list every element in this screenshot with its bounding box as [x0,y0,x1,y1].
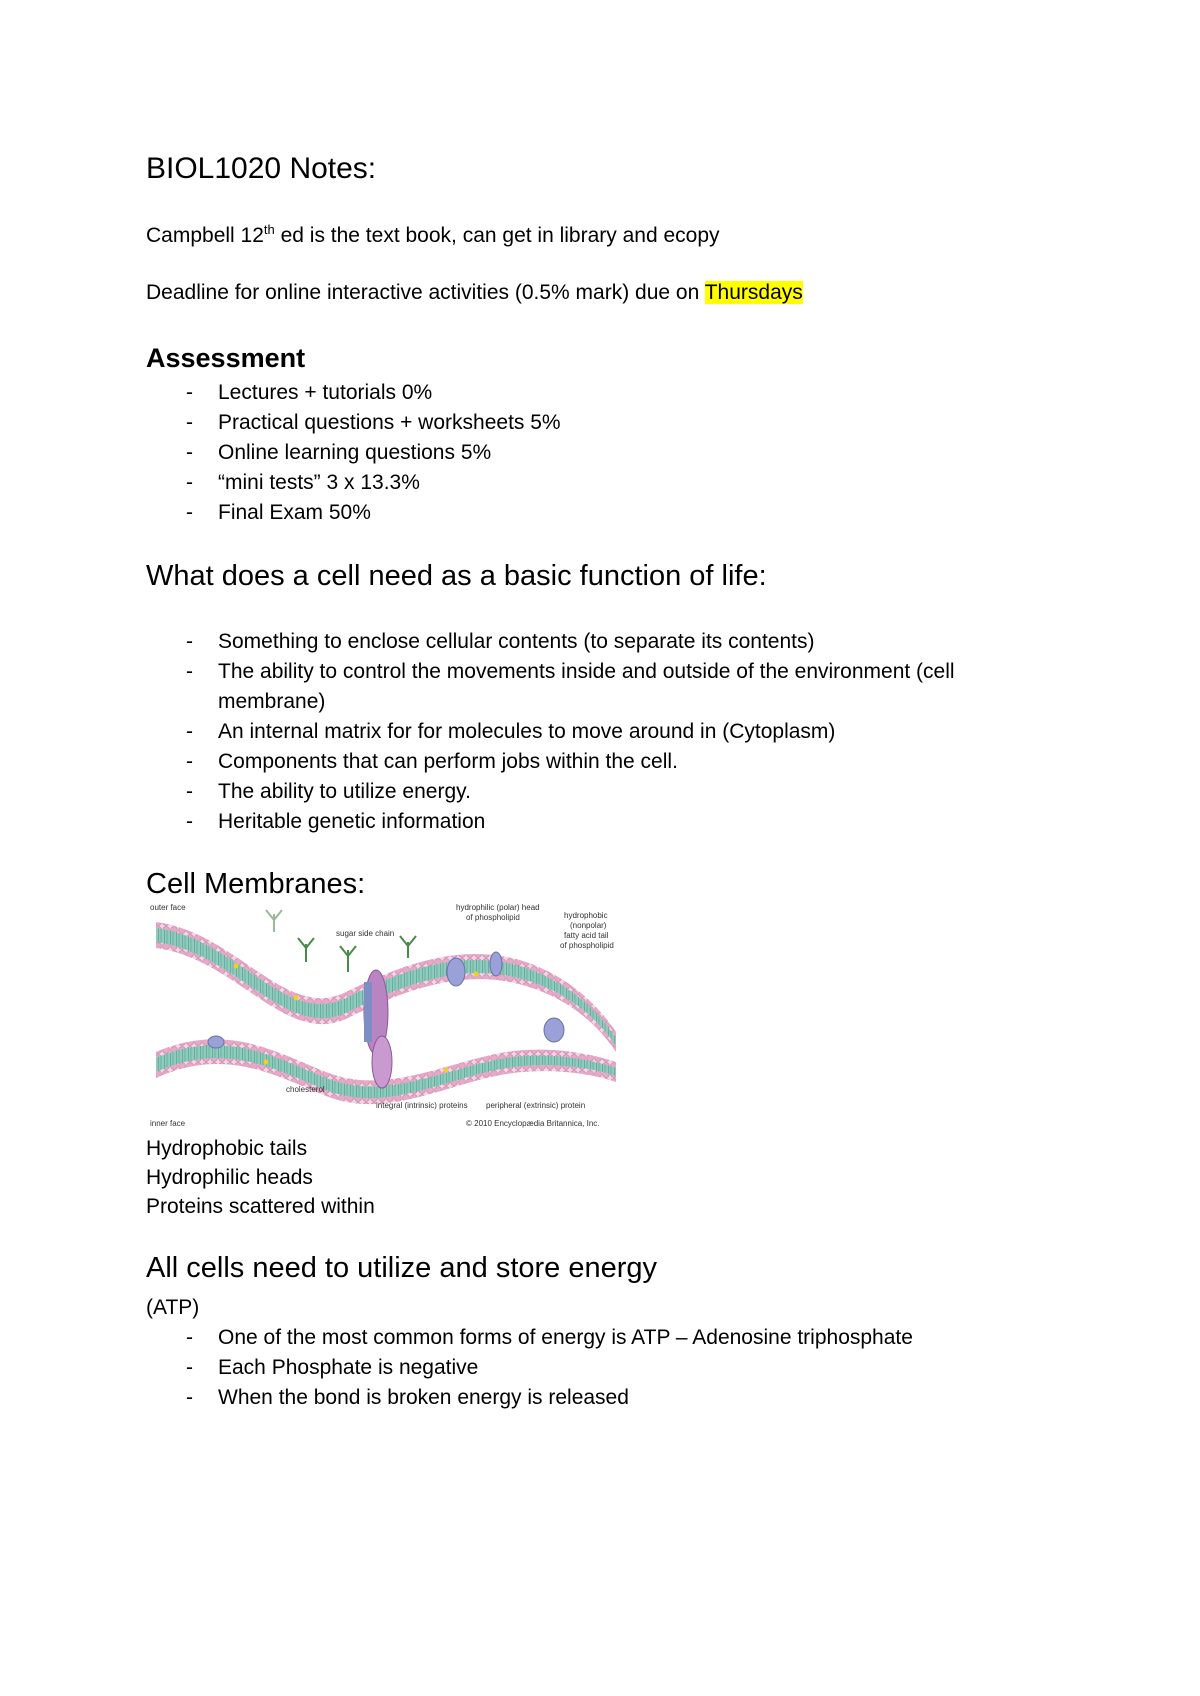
list-item: - Lectures + tutorials 0% [146,378,1046,408]
list-item: - One of the most common forms of energy is ATP – Adenosine triphosphate [146,1323,1046,1353]
energy-heading: All cells need to utilize and store energy [146,1252,658,1284]
figure-label-sugar: sugar side chain [336,929,395,938]
textbook-line [146,222,720,248]
list-item: - Components that can perform jobs within the cell. [146,747,1046,777]
list-item: - Online learning questions 5% [146,438,1046,468]
membrane-note: Hydrophilic heads [146,1166,313,1189]
deadline-line [146,281,803,305]
figure-label-head: hydrophilic (polar) head [456,903,540,912]
figure-label-tail: hydrophobic [564,911,608,920]
list-item: - Heritable genetic information [146,807,1046,837]
figure-label-chol: cholesterol [286,1085,325,1094]
list-item: - Something to enclose cellular contents (to separate its contents) [146,627,1046,657]
textbook-prefix: Campbell 12 [146,224,264,247]
figure-label-peripheral: peripheral (extrinsic) protein [486,1101,586,1110]
figure-label-tail3: fatty acid tail [564,931,609,940]
figure-copyright: © 2010 Encyclopædia Britannica, Inc. [466,1119,600,1128]
list-item: - When the bond is broken energy is released [146,1383,1046,1413]
figure-label-head2: of phospholipid [466,913,520,922]
cell-needs-list [146,627,1046,837]
assessment-heading: Assessment [146,343,306,373]
page-title: BIOL1020 Notes: [146,152,377,185]
list-item: - Practical questions + worksheets 5% [146,408,1046,438]
membrane-note: Proteins scattered within [146,1195,375,1218]
figure-label-inner: inner face [150,1119,186,1128]
list-item: - The ability to control the movements inside and outside of the environment (cell membrane) [146,657,1046,717]
deadline-prefix: Deadline for online interactive activities (0.5% mark) due on [146,281,705,304]
energy-sub: (ATP) [146,1296,200,1319]
list-item: - An internal matrix for for molecules to move around in (Cytoplasm) [146,717,1046,747]
assessment-list [146,378,1046,528]
figure-label-integral: integral (intrinsic) proteins [376,1101,468,1110]
cell-needs-heading: What does a cell need as a basic function of life: [146,560,767,592]
list-item: - Each Phosphate is negative [146,1353,1046,1383]
energy-list [146,1323,1046,1413]
figure-label-tail4: of phospholipid [560,941,614,950]
figure-label-outer: outer face [150,903,186,912]
list-item: - “mini tests” 3 x 13.3% [146,468,1046,498]
list-item: - The ability to utilize energy. [146,777,1046,807]
cell-membrane-figure [146,902,626,1130]
membranes-heading: Cell Membranes: [146,868,366,900]
textbook-suffix: ed is the text book, can get in library and ecopy [274,224,720,247]
membrane-note: Hydrophobic tails [146,1137,308,1160]
list-item: - Final Exam 50% [146,498,1046,528]
figure-label-tail2: (nonpolar) [570,921,607,930]
textbook-sup: th [263,222,275,237]
deadline-highlight: Thursdays [704,281,803,304]
